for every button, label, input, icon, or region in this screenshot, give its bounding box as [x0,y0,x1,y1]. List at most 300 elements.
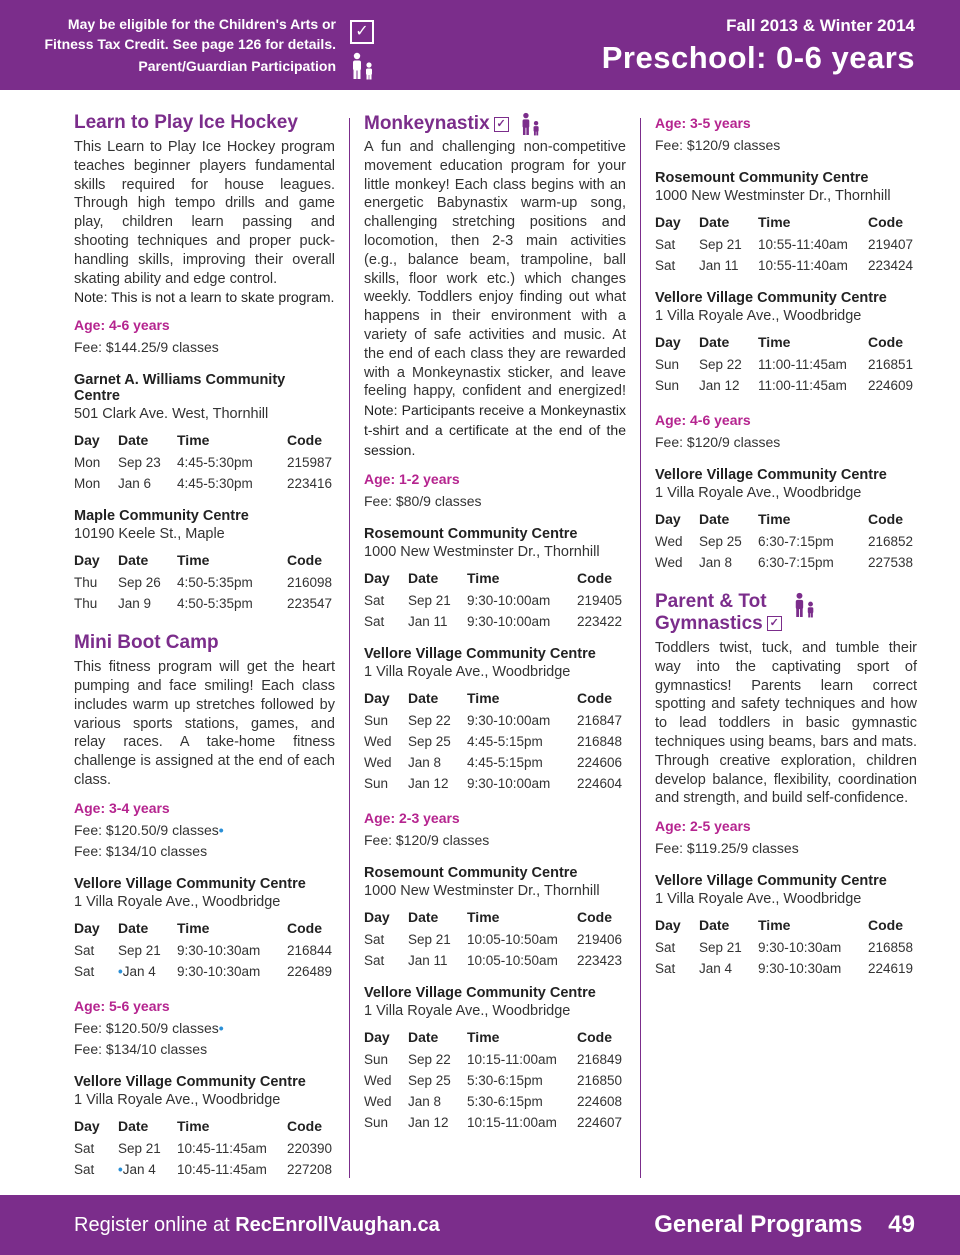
cell-code: 224608 [577,1093,623,1109]
cell-date: Sep 21 [699,940,742,956]
cell-code: 216852 [868,534,914,549]
cell-time: 9:30-10:00am [467,775,551,791]
location-name: Vellore Village Community Centre [74,875,306,892]
table-row [655,937,917,958]
table-header-row [74,1118,335,1138]
location-name: Vellore Village Community Centre [655,290,887,306]
column-3 [655,112,917,979]
cell-code: 219407 [868,237,914,252]
cell-code: 224609 [868,378,914,393]
cell-day: Sat [364,613,385,629]
col-day: Day [74,432,100,449]
program-description [364,138,626,461]
location-name: Rosemount Community Centre [364,864,578,881]
table-row [74,961,335,982]
location-name: Vellore Village Community Centre [74,1073,306,1090]
schedule-table [74,1118,335,1180]
cell-code: 224606 [577,754,623,770]
location-address: 1 Villa Royale Ave., Woodbridge [655,485,862,501]
col-date: Date [408,569,439,586]
location-address: 1000 New Westminster Dr., Thornhill [364,543,600,560]
schedule-table [74,920,335,982]
column-1 [74,112,335,1180]
cell-time: 9:30-10:30am [177,942,261,958]
table-row [364,1070,626,1091]
schedule-table [364,690,626,794]
program-title-line2: Gymnastics [655,613,763,634]
table-row [655,354,917,375]
program-description: Toddlers twist, tuck, and tumble their way into the captivating sport of gymnastics! Parents learn correct spotting and safety techniques and how to lead toddlers in basic gymnastic techniques using beams, bars and mats. Through creative exploration, children develop balance, flexibility, coordination and strength, and build self-confidence. [655,640,917,807]
cell-code: 215987 [287,455,333,471]
dot-marker-icon: • [218,1019,224,1036]
cell-time: 9:30-10:30am [177,963,261,979]
cell-time: 10:05-10:50am [467,952,558,968]
cell-code: 216847 [577,712,623,728]
cell-time: 10:15-11:00am [467,1051,557,1067]
cell-date: Jan 12 [699,378,740,393]
col-date: Date [699,917,730,934]
col-time: Time [758,511,791,527]
cell-day: Wed [364,754,392,770]
table-header-row [655,214,917,234]
cell-day: Wed [655,534,683,549]
table-row [655,958,917,979]
table-header-row [74,920,335,940]
table-row [74,473,335,494]
location-name: Vellore Village Community Centre [364,645,596,662]
cell-date: Jan 8 [408,754,442,770]
dot-marker-icon: • [118,963,123,979]
table-header-row [364,570,626,590]
table-row [364,950,626,971]
col-date: Date [408,908,439,925]
cell-date: Sep 21 [118,1140,161,1156]
cell-code: 219406 [577,931,623,947]
table-row [364,929,626,950]
page-header [0,0,960,90]
table-header-row [364,690,626,710]
table-row [655,255,917,276]
cell-time: 11:00-11:45am [758,378,847,393]
col-code: Code [577,908,612,925]
table-header-row [74,432,335,452]
col-date: Date [699,511,730,527]
cell-day: Wed [655,555,683,570]
col-time: Time [467,569,500,586]
location-block [74,508,335,614]
cell-code: 227208 [287,1161,333,1177]
program-ice-hockey [74,112,335,614]
cell-day: Wed [364,1072,392,1088]
program-monkeynastix-continued [655,115,917,573]
cell-time: 9:30-10:30am [758,940,842,956]
cell-time: 10:05-10:50am [467,931,558,947]
cell-time: 10:45-11:45am [177,1140,267,1156]
cell-time: 10:55-11:40am [758,258,848,273]
col-time: Time [758,214,791,230]
col-time: Time [758,917,791,934]
table-row [74,452,335,473]
location-address: 1 Villa Royale Ave., Woodbridge [364,663,571,680]
fee [74,820,335,841]
tax-credit-line1: May be eligible for the Children's Arts or [67,16,336,32]
register-link[interactable]: RecEnrollVaughan.ca [235,1214,440,1236]
cell-code: 216858 [868,940,914,956]
cell-day: Wed [364,733,392,749]
cell-date: Jan 12 [408,1114,449,1130]
age-range: Age: 1-2 years [364,470,460,487]
age-range: Age: 5-6 years [74,997,170,1014]
cell-code: 223547 [287,596,333,612]
age-range: Age: 2-5 years [655,818,751,835]
cell-day: Sat [364,952,385,968]
location-block [655,467,917,573]
cell-time: 5:30-6:15pm [467,1093,543,1109]
schedule-table [655,511,917,573]
fee: Fee: $120/9 classes [655,137,781,153]
cell-day: Sun [364,1051,389,1067]
page-number: 49 [888,1211,915,1238]
cell-time: 10:55-11:40am [758,237,848,252]
cell-date: Jan 11 [408,952,448,968]
cell-date: Jan 6 [118,476,152,492]
cell-date: Jan 8 [699,555,733,570]
cell-code: 216849 [577,1051,623,1067]
col-code: Code [868,334,903,350]
age-range: Age: 4-6 years [74,317,170,334]
col-date: Date [408,689,439,706]
schedule-table [655,334,917,396]
location-name: Vellore Village Community Centre [364,984,596,1001]
table-row [364,731,626,752]
cell-date-text: Jan 4 [122,963,156,979]
cell-date [118,1159,177,1180]
program-parent-tot-gymnastics [655,591,917,979]
location-block [74,876,335,982]
col-code: Code [868,917,903,934]
fee: Fee: $120/9 classes [364,831,490,848]
table-row [364,710,626,731]
col-date: Date [699,214,730,230]
col-date: Date [699,334,730,350]
fee: Fee: $120/9 classes [655,434,781,450]
cell-date: Sep 22 [408,1051,451,1067]
location-block [364,526,626,632]
cell-time: 9:30-10:00am [467,712,551,728]
table-row [74,572,335,593]
col-day: Day [655,214,681,230]
cell-time: 9:30-10:00am [467,613,551,629]
age-range: Age: 2-3 years [364,809,460,826]
cell-date: Sep 21 [408,931,451,947]
cell-time: 4:45-5:15pm [467,733,543,749]
cell-date: Jan 4 [699,961,733,977]
page-title: Preschool: 0-6 years [601,40,915,75]
location-address: 1 Villa Royale Ave., Woodbridge [655,308,862,324]
checkbox-icon: ✓ [767,616,782,631]
cell-date: Sep 21 [408,592,451,608]
cell-time: 4:45-5:30pm [177,476,253,492]
col-date: Date [408,1028,439,1045]
cell-code: 216851 [868,357,914,372]
cell-day: Sat [655,237,676,252]
cell-date: Sep 25 [408,1072,451,1088]
table-header-row [74,552,335,572]
col-day: Day [655,511,681,527]
cell-code: 216098 [287,575,333,591]
schedule-table [655,214,917,276]
program-title-row [364,112,626,136]
cell-day: Sat [74,1140,95,1156]
program-note: Note: This is not a learn to skate program. [74,289,335,306]
cell-day: Sat [74,963,95,979]
cell-date: Jan 11 [699,258,739,273]
location-name: Garnet A. Williams Community Centre [74,372,286,405]
table-row [655,375,917,396]
cell-code: 216848 [577,733,623,749]
col-day: Day [364,908,390,925]
table-row [364,1049,626,1070]
cell-day: Sun [364,775,389,791]
column-2 [364,112,626,1133]
cell-day: Sat [655,258,676,273]
cell-date: Sep 26 [118,575,161,591]
cell-day: Sun [655,378,680,393]
dot-marker-icon: • [218,821,224,838]
cell-date: Sep 21 [118,942,161,958]
col-day: Day [74,552,100,569]
cell-date: Sep 21 [699,237,742,252]
cell-day: Sat [364,931,385,947]
table-row [364,611,626,632]
col-time: Time [467,908,500,925]
program-title-block [655,591,917,635]
cell-time: 9:30-10:00am [467,592,551,608]
cell-date: Jan 11 [408,613,448,629]
fee: Fee: $134/10 classes [74,1040,208,1057]
col-code: Code [287,552,322,569]
cell-code: 220390 [287,1140,333,1156]
col-day: Day [74,1117,100,1134]
table-row [74,1159,335,1180]
location-block [74,372,335,494]
schedule-table [364,1029,626,1133]
table-row [74,940,335,961]
cell-time: 4:45-5:15pm [467,754,543,770]
fee-text: Fee: $120.50/9 classes [74,821,219,838]
cell-day: Thu [74,596,98,612]
location-block [364,865,626,971]
location-address: 1000 New Westminster Dr., Thornhill [655,188,891,204]
location-address: 10190 Keele St., Maple [74,526,225,543]
table-row [364,773,626,794]
cell-time: 9:30-10:30am [758,961,842,977]
program-title: Monkeynastix [364,113,490,135]
cell-day: Sun [364,1114,389,1130]
col-date: Date [118,1117,149,1134]
age-range: Age: 3-5 years [655,115,751,131]
col-time: Time [177,1117,210,1134]
checkbox-icon: ✓ [494,117,509,132]
table-header-row [655,917,917,937]
location-address: 1 Villa Royale Ave., Woodbridge [364,1002,571,1019]
location-name: Maple Community Centre [74,508,249,525]
location-block [74,1074,335,1180]
footer-section [654,1211,915,1239]
column-divider [640,118,641,1178]
location-name: Vellore Village Community Centre [655,873,887,890]
cell-date: Sep 22 [699,357,742,372]
location-name: Rosemount Community Centre [364,525,578,542]
col-code: Code [868,511,903,527]
cell-date [118,961,177,982]
col-code: Code [287,919,322,936]
cell-day: Mon [74,476,101,492]
table-row [364,1091,626,1112]
cell-code: 223416 [287,476,333,492]
col-code: Code [577,1028,612,1045]
col-time: Time [758,334,791,350]
location-name: Vellore Village Community Centre [655,467,887,483]
col-date: Date [118,432,149,449]
col-day: Day [364,1028,390,1045]
cell-day: Mon [74,455,101,471]
col-code: Code [287,1117,322,1134]
table-row [74,593,335,614]
cell-day: Sat [364,592,385,608]
fee-text: Fee: $120.50/9 classes [74,1019,219,1036]
cell-day: Sat [655,961,676,977]
cell-code: 216844 [287,942,333,958]
table-row [655,552,917,573]
col-code: Code [287,432,322,449]
location-address: 501 Clark Ave. West, Thornhill [74,406,269,423]
cell-day: Sun [655,357,680,372]
cell-day: Wed [364,1093,392,1109]
parent-participation-note: Parent/Guardian Participation [138,58,336,74]
fee: Fee: $80/9 classes [364,492,482,509]
table-header-row [655,334,917,354]
cell-date: Sep 25 [699,534,742,549]
location-block [655,873,917,979]
fee: Fee: $119.25/9 classes [655,840,799,857]
program-title: Mini Boot Camp [74,632,219,654]
table-row [74,1138,335,1159]
description-text: A fun and challenging non-competitive movement education program for your little monkey! Each class begins with an energetic Babynastix warm-up song, challenging stretching positions and locomotion, then 2-3 main activities (e.g., balance beam, trampoline, ball skills, floor work etc.) which changes weekly. Toddlers enjoy finding out what happens in their environment with a variety of safe activities and music. At the end of each class they are rewarded with a Monkeynastix sticker, and leave feeling happy, confident and energized! [364,139,626,400]
location-block [655,170,917,276]
cell-code: 227538 [868,555,914,570]
tax-credit-note [36,14,336,54]
cell-time: 4:50-5:35pm [177,575,253,591]
col-day: Day [364,689,390,706]
program-mini-boot-camp [74,632,335,1180]
schedule-table [364,570,626,632]
cell-date: Sep 22 [408,712,451,728]
cell-day: Sat [74,942,95,958]
dot-marker-icon: • [118,1161,123,1177]
program-title: Learn to Play Ice Hockey [74,112,298,133]
location-block [364,985,626,1133]
col-day: Day [655,334,681,350]
cell-code: 224607 [577,1114,623,1130]
cell-time: 4:50-5:35pm [177,596,253,612]
age-range: Age: 3-4 years [74,799,170,816]
location-block [364,646,626,794]
parent-child-icon [793,591,817,619]
col-time: Time [177,552,210,569]
location-block [655,290,917,396]
col-time: Time [177,919,210,936]
checkbox-icon: ✓ [350,20,374,44]
cell-day: Sat [655,940,676,956]
table-row [655,531,917,552]
cell-code: 219405 [577,592,623,608]
page-footer [0,1195,960,1255]
cell-day: Thu [74,575,98,591]
program-title-row2 [655,613,917,635]
cell-date-text: Jan 4 [122,1161,156,1177]
program-note: Note: Participants receive a Monkeynastix t-shirt and a certificate at the end of the session. [364,402,626,458]
table-row [364,590,626,611]
table-row [655,234,917,255]
col-day: Day [74,919,100,936]
register-prefix: Register online at [74,1214,236,1236]
fee: Fee: $144.25/9 classes [74,339,219,356]
location-address: 1000 New Westminster Dr., Thornhill [364,882,600,899]
cell-code: 226489 [287,963,333,979]
column-divider [349,118,350,1178]
table-header-row [655,511,917,531]
cell-time: 6:30-7:15pm [758,555,834,570]
cell-time: 10:15-11:00am [467,1114,557,1130]
col-day: Day [655,917,681,934]
col-code: Code [577,689,612,706]
program-description: This Learn to Play Ice Hockey program teaches beginner players fundamental skills required for house leagues. Through high tempo drills and game play, children learn passing and shooting techniques and proper puck-handling skills, improving their overall skating ability and edge control. [74,139,335,287]
cell-time: 4:45-5:30pm [177,455,253,471]
cell-date: Sep 25 [408,733,451,749]
col-time: Time [177,432,210,449]
cell-date: Jan 9 [118,596,152,612]
register-text [74,1214,440,1237]
cell-day: Sat [74,1161,95,1177]
fee: Fee: $134/10 classes [74,842,208,859]
age-range: Age: 4-6 years [655,412,751,428]
schedule-table [74,432,335,494]
location-address: 1 Villa Royale Ave., Woodbridge [74,893,281,910]
tax-credit-line2: Fitness Tax Credit. See page 126 for details. [44,36,336,52]
cell-time: 6:30-7:15pm [758,534,834,549]
fee [74,1018,335,1039]
cell-code: 223423 [577,952,623,968]
col-code: Code [868,214,903,230]
cell-code: 216850 [577,1072,623,1088]
schedule-table [74,552,335,614]
program-description: This fitness program will get the heart pumping and face smiling! Each class includes warm up stretches followed by various sports stations, games, and relay races. A take-home fitness challenge is assigned at the end of each class. [74,659,335,788]
section-name: General Programs [654,1211,863,1238]
col-day: Day [364,569,390,586]
col-code: Code [577,569,612,586]
schedule-table [655,917,917,979]
location-name: Rosemount Community Centre [655,170,869,186]
table-header-row [364,1029,626,1049]
cell-time: 11:00-11:45am [758,357,847,372]
cell-code: 224619 [868,961,914,977]
col-time: Time [467,689,500,706]
cell-code: 223424 [868,258,914,273]
cell-time: 10:45-11:45am [177,1161,267,1177]
program-monkeynastix [364,112,626,1133]
col-date: Date [118,552,149,569]
